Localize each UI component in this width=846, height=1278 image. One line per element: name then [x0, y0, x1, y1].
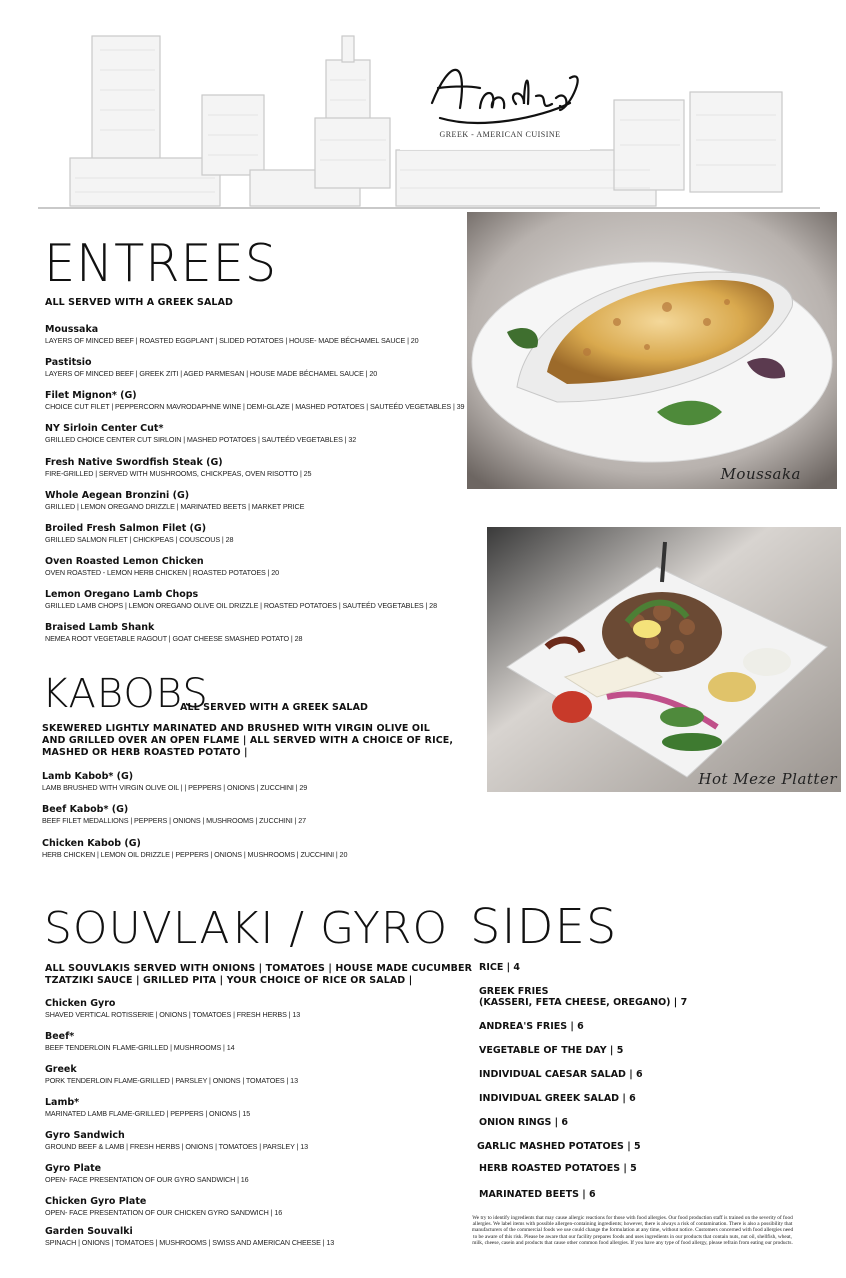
menu-item	[45, 589, 437, 611]
item-description: PORK TENDERLOIN FLAME-GRILLED | PARSLEY | ONIONS | TOMATOES | 13	[45, 1076, 298, 1085]
souvlaki-intro-line: TZATZIKI SAUCE | GRILLED PITA | YOUR CHOICE OF RICE OR SALAD |	[45, 975, 413, 986]
item-name: Chicken Gyro Plate	[45, 1196, 147, 1207]
menu-item	[45, 1226, 334, 1248]
item-name: Broiled Fresh Salmon Filet (G)	[45, 523, 207, 534]
menu-item	[45, 556, 279, 578]
menu-item	[42, 838, 347, 860]
item-description: GRILLED CHOICE CENTER CUT SIRLOIN | MASHED POTATOES | SAUTEÉD VEGETABLES | 32	[45, 435, 357, 444]
kabobs-intro-line: AND GRILLED OVER AN OPEN FLAME | ALL SERVED WITH A CHOICE OF RICE,	[42, 735, 454, 746]
meze-platter-photo	[487, 527, 841, 792]
item-description: SPINACH | ONIONS | TOMATOES | MUSHROOMS | SWISS AND AMERICAN CHEESE | 13	[45, 1238, 335, 1247]
menu-item	[45, 523, 233, 545]
menu-item	[45, 324, 419, 346]
moussaka-caption: Moussaka	[720, 465, 801, 483]
item-name: Chicken Kabob (G)	[42, 838, 141, 849]
logo-tagline: GREEK - AMERICAN CUISINE	[439, 130, 561, 139]
item-name: Lamb Kabob* (G)	[42, 771, 134, 782]
item-name: Chicken Gyro	[45, 998, 116, 1009]
item-name: Moussaka	[45, 324, 99, 335]
entrees-title: ENTREES	[44, 234, 278, 294]
menu-item	[45, 1130, 308, 1152]
item-description: GROUND BEEF & LAMB | FRESH HERBS | ONIONS | TOMATOES | PARSLEY | 13	[45, 1142, 309, 1151]
item-description: BEEF TENDERLOIN FLAME-GRILLED | MUSHROOMS | 14	[45, 1043, 235, 1052]
item-description: BEEF FILET MEDALLIONS | PEPPERS | ONIONS | MUSHROOMS | ZUCCHINI | 27	[42, 816, 306, 825]
item-description: GRILLED LAMB CHOPS | LEMON OREGANO OLIVE OIL DRIZZLE | ROASTED POTATOES | SAUTEÉD VEGETABLES | 28	[45, 601, 437, 610]
item-description: SHAVED VERTICAL ROTISSERIE | ONIONS | TOMATOES | FRESH HERBS | 13	[45, 1010, 301, 1019]
side-item: INDIVIDUAL GREEK SALAD | 6	[479, 1093, 636, 1104]
menu-item	[45, 998, 300, 1020]
entrees-subtitle: ALL SERVED WITH A GREEK SALAD	[45, 297, 234, 308]
moussaka-image	[467, 212, 837, 489]
meze-caption: Hot Meze Platter	[698, 770, 837, 788]
item-name: Oven Roasted Lemon Chicken	[45, 556, 204, 567]
item-name: Greek	[45, 1064, 77, 1075]
item-name: Gyro Sandwich	[45, 1130, 125, 1141]
menu-item	[45, 357, 377, 379]
kabobs-subtitle: ALL SERVED WITH A GREEK SALAD	[180, 702, 369, 713]
item-description: OPEN- FACE PRESENTATION OF OUR CHICKEN GYRO SANDWICH | 16	[45, 1208, 283, 1217]
item-description: GRILLED SALMON FILET | CHICKPEAS | COUSCOUS | 28	[45, 535, 234, 544]
souvlaki-intro-line: ALL SOUVLAKIS SERVED WITH ONIONS | TOMATOES | HOUSE MADE CUCUMBER	[45, 963, 472, 974]
menu-item	[45, 1064, 298, 1086]
side-item: MARINATED BEETS | 6	[479, 1189, 596, 1200]
side-item: INDIVIDUAL CAESAR SALAD | 6	[479, 1069, 643, 1080]
menu-item	[45, 490, 304, 512]
side-item: ANDREA'S FRIES | 6	[479, 1021, 584, 1032]
item-description: OVEN ROASTED - LEMON HERB CHICKEN | ROASTED POTATOES | 20	[45, 568, 280, 577]
item-description: LAYERS OF MINCED BEEF | GREEK ZITI | AGED PARMESAN | HOUSE MADE BÉCHAMEL SAUCE | 20	[45, 369, 378, 378]
menu-item	[45, 390, 464, 412]
side-item: (KASSERI, FETA CHEESE, OREGANO) | 7	[479, 997, 688, 1008]
item-name: Beef Kabob* (G)	[42, 804, 129, 815]
menu-item	[45, 1031, 235, 1053]
side-item: ONION RINGS | 6	[479, 1117, 569, 1128]
side-item: RICE | 4	[479, 962, 521, 973]
item-description: MARINATED LAMB FLAME-GRILLED | PEPPERS | ONIONS | 15	[45, 1109, 251, 1118]
moussaka-photo	[467, 212, 837, 489]
menu-item	[45, 423, 356, 445]
item-name: Lamb*	[45, 1097, 80, 1108]
item-description: OPEN- FACE PRESENTATION OF OUR GYRO SANDWICH | 16	[45, 1175, 249, 1184]
menu-item	[45, 1196, 282, 1218]
andreas-logo	[420, 48, 580, 138]
item-name: Gyro Plate	[45, 1163, 102, 1174]
item-name: Braised Lamb Shank	[45, 622, 155, 633]
item-name: Beef*	[45, 1031, 75, 1042]
item-description: LAMB BRUSHED WITH VIRGIN OLIVE OIL | | PEPPERS | ONIONS | ZUCCHINI | 29	[42, 783, 308, 792]
item-description: NEMEA ROOT VEGETABLE RAGOUT | GOAT CHEESE SMASHED POTATO | 28	[45, 634, 303, 643]
side-item: HERB ROASTED POTATOES | 5	[479, 1163, 637, 1174]
kabobs-intro-line: SKEWERED LIGHTLY MARINATED AND BRUSHED WITH VIRGIN OLIVE OIL	[42, 723, 430, 734]
sides-title: SIDES	[470, 899, 618, 955]
menu-item	[42, 771, 307, 793]
item-name: Fresh Native Swordfish Steak (G)	[45, 457, 223, 468]
kabobs-intro-line: MASHED OR HERB ROASTED POTATO |	[42, 747, 248, 758]
kabobs-title: KABOBS	[42, 671, 209, 717]
menu-item	[45, 1097, 250, 1119]
menu-item	[45, 622, 302, 644]
item-name: Whole Aegean Bronzini (G)	[45, 490, 190, 501]
menu-item	[45, 1163, 249, 1185]
item-name: NY Sirloin Center Cut*	[45, 423, 164, 434]
item-name: Filet Mignon* (G)	[45, 390, 137, 401]
item-description: FIRE-GRILLED | SERVED WITH MUSHROOMS, CHICKPEAS, OVEN RISOTTO | 25	[45, 469, 312, 478]
menu-item	[45, 457, 311, 479]
menu-item	[42, 804, 306, 826]
souvlaki-title: SOUVLAKI / GYRO	[44, 903, 449, 954]
item-description: GRILLED | LEMON OREGANO DRIZZLE | MARINATED BEETS | MARKET PRICE	[45, 502, 305, 511]
item-description: LAYERS OF MINCED BEEF | ROASTED EGGPLANT | SLIDED POTATOES | HOUSE- MADE BÉCHAMEL SAUCE | 20	[45, 336, 419, 345]
item-name: Pastitsio	[45, 357, 92, 368]
item-name: Lemon Oregano Lamb Chops	[45, 589, 199, 600]
item-description: HERB CHICKEN | LEMON OIL DRIZZLE | PEPPERS | ONIONS | MUSHROOMS | ZUCCHINI | 20	[42, 850, 348, 859]
item-description: CHOICE CUT FILET | PEPPERCORN MAVRODAPHNE WINE | DEMI-GLAZE | MASHED POTATOES | SAUTEÉD VEGETABLES | 39	[45, 402, 465, 411]
side-item: GARLIC MASHED POTATOES | 5	[477, 1141, 641, 1152]
side-item: GREEK FRIES	[479, 986, 549, 997]
side-item: VEGETABLE OF THE DAY | 5	[479, 1045, 624, 1056]
meze-platter-image	[487, 527, 841, 792]
allergy-disclaimer: We try to identify ingredients that may cause allergic reactions for those with food allergies. Our food production staff is trained on the severity of food allergies. We label items with possible allergen-containing ingredients; however, there is always a risk of contamination. There is also a possibility that manufacturers of the commercial foods we use could change the formulation at any time, without notice. Customers concerned with food allergies need to be aware of this risk. Please be aware that our facility prepares foods and uses ingredients in our products that contain nuts, nut oil, shellfish, wheat, milk, cheese, casein and products that cause other common food allergies. If you have any type of food allergy, please refrain from eating our products.	[471, 1215, 794, 1246]
item-name: Garden Souvalki	[45, 1226, 133, 1237]
